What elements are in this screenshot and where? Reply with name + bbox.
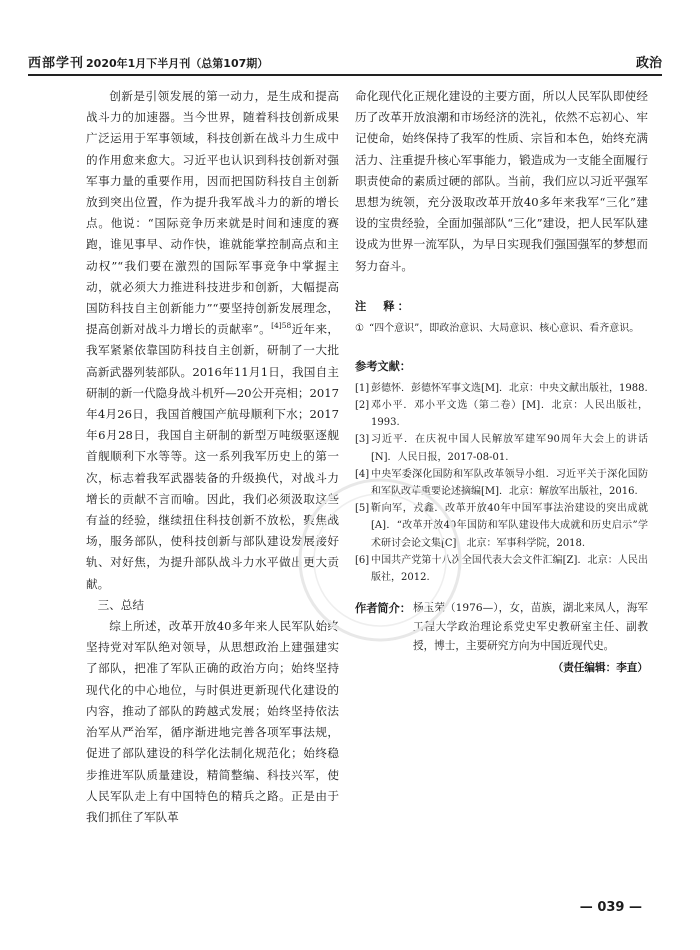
running-header: [28, 52, 662, 76]
editor-credit: （责任编辑：李直）: [552, 662, 648, 675]
reference-item: [355, 552, 648, 586]
paragraph-text: 创新是引领发展的第一动力，是生成和提高战斗力的加速器。当今世界，随着科技创新成果广泛运用于军事领域，科技创新在战斗力生成中的作用愈来愈大。习近平也认识到科技创新对强军事力量的重要作用，因而把国防科技自主创新放到突出位置，作为提升我军战斗力的新的增长点。他说：“国际竞争历来就是时间和速度的赛跑，谁见事早、动作快，谁就能掌控制高点和主动权”“我们要在激烈的国际军事竞争中掌握主动，就必须大力推进科技进步和创新，大幅提高国防科技自主创新能力”“要坚持创新发展理念，提高创新对战斗力增长的贡献率”。: [86, 89, 339, 337]
notes-heading: 注 释：: [355, 299, 412, 313]
author-bio: [355, 599, 648, 656]
reference-text: 彭德怀．彭德怀军事文选[M]．北京：中央文献出版社，1988.: [371, 382, 648, 394]
author-label: 作者简介：: [355, 602, 411, 616]
header-left: [28, 52, 268, 74]
reference-number: [1]: [355, 382, 370, 394]
reference-text: 邓小平．邓小平文选（第二卷）[M]．北京：人民出版社，1993.: [371, 400, 648, 429]
reference-item: [355, 431, 648, 465]
paragraph-text: 近年来，我军紧紧依靠国防科技自主创新，研制了一大批高新武器列装部队。2016年11月1日，我国自主研制的新一代隐身战斗机歼—20公开亮相；2017年4月26日，我国首艘国产航母顺利下水；2017年6月28日，我国自主研制的新型万吨级驱逐舰首舰顺利下水等等。这一系列我军历史上的第一次，标志着我军武器装备的升级换代，对战斗力增长的贡献不言而喻。因此，我们必须汲取这些有益的经验，继续扭住科技创新不放松，聚焦战场，服务部队，使科技创新与部队建设发展接好轨、对好焦，为提升部队战斗力水平做出更大贡献。: [86, 322, 339, 591]
reference-number: [4]: [355, 468, 370, 480]
note-number: ①: [355, 322, 364, 334]
reference-item: [355, 466, 648, 500]
reference-text: 中国共产党第十八次全国代表大会文件汇编[Z]．北京：人民出版社，2012.: [371, 554, 648, 584]
issue-info: 2020年1月下半月刊（总第107期）: [86, 57, 269, 70]
reference-number: [5]: [355, 503, 370, 515]
left-column: [86, 86, 339, 828]
body-paragraph: [86, 86, 339, 595]
right-column: [355, 86, 648, 679]
author-text: 杨玉荣（1976—），女，苗族，湖北来凤人，海军工程大学政治理论系党史军史教研室主任、副教授，博士，主要研究方向为中国近现代史。: [413, 602, 648, 653]
reference-text: 习近平．在庆祝中国人民解放军建军90周年大会上的讲话[N]．人民日报，2017-08-01.: [371, 434, 648, 463]
note-item: [355, 320, 648, 338]
section-label: 政治: [635, 56, 662, 71]
citation-superscript: [4]58: [271, 321, 292, 331]
reference-item: [355, 380, 648, 397]
note-text: “四个意识”，即政治意识、大局意识、核心意识、看齐意识。: [369, 322, 640, 334]
reference-number: [6]: [355, 554, 370, 566]
reference-number: [2]: [355, 400, 370, 412]
page-number: — 039 —: [579, 900, 642, 915]
reference-item: [355, 397, 648, 431]
reference-item: [355, 500, 648, 552]
journal-logo: 西部学刊: [28, 56, 85, 71]
references-heading: 参考文献：: [355, 359, 411, 373]
reference-text: 中央军委深化国防和军队改革领导小组．习近平关于深化国防和军队改革重要论述摘编[M]．北京：解放军出版社，2016.: [371, 468, 648, 498]
body-paragraph: 命化现代化正规化建设的主要方面，所以人民军队即使经历了改革开放浪潮和市场经济的洗礼，依然不忘初心、牢记使命，始终保持了我军的性质、宗旨和本色，始终充满活力、注重提升核心军事能力，锻造成为一支能全面履行职责使命的素质过硬的部队。当前，我们应以习近平强军思想为统领，充分汲取改革开放40多年来我军“三化”建设的宝贵经验，全面加强部队“三化”建设，把人民军队建设成为世界一流军队，为早日实现我们强国强军的梦想而努力奋斗。: [355, 89, 648, 273]
body-paragraph: 综上所述，改革开放40多年来人民军队始终坚持党对军队绝对领导，从思想政治上建强建实了部队，把准了军队正确的政治方向；始终坚持现代化的中心地位，与时俱进更新现代化建设的内容，推动了部队的跨越式发展；始终坚持依法治军从严治军，循序渐进地完善各项军事法规，促进了部队建设的科学化法制化规范化；始终稳步推进军队质量建设，精简整编、科技兴军，使人民军队走上有中国特色的精兵之路。正是由于我们抓住了军队革: [86, 619, 339, 824]
reference-text: 靳向军，戎鑫．改革开放40年中国军事法治建设的突出成就[A]．“改革开放40年国防和军队建设伟大成就和历史启示”学术研讨会论文集[C]．北京：军事科学院，2018.: [371, 503, 648, 549]
section-heading: 三、总结: [97, 597, 144, 612]
reference-number: [3]: [355, 434, 370, 446]
